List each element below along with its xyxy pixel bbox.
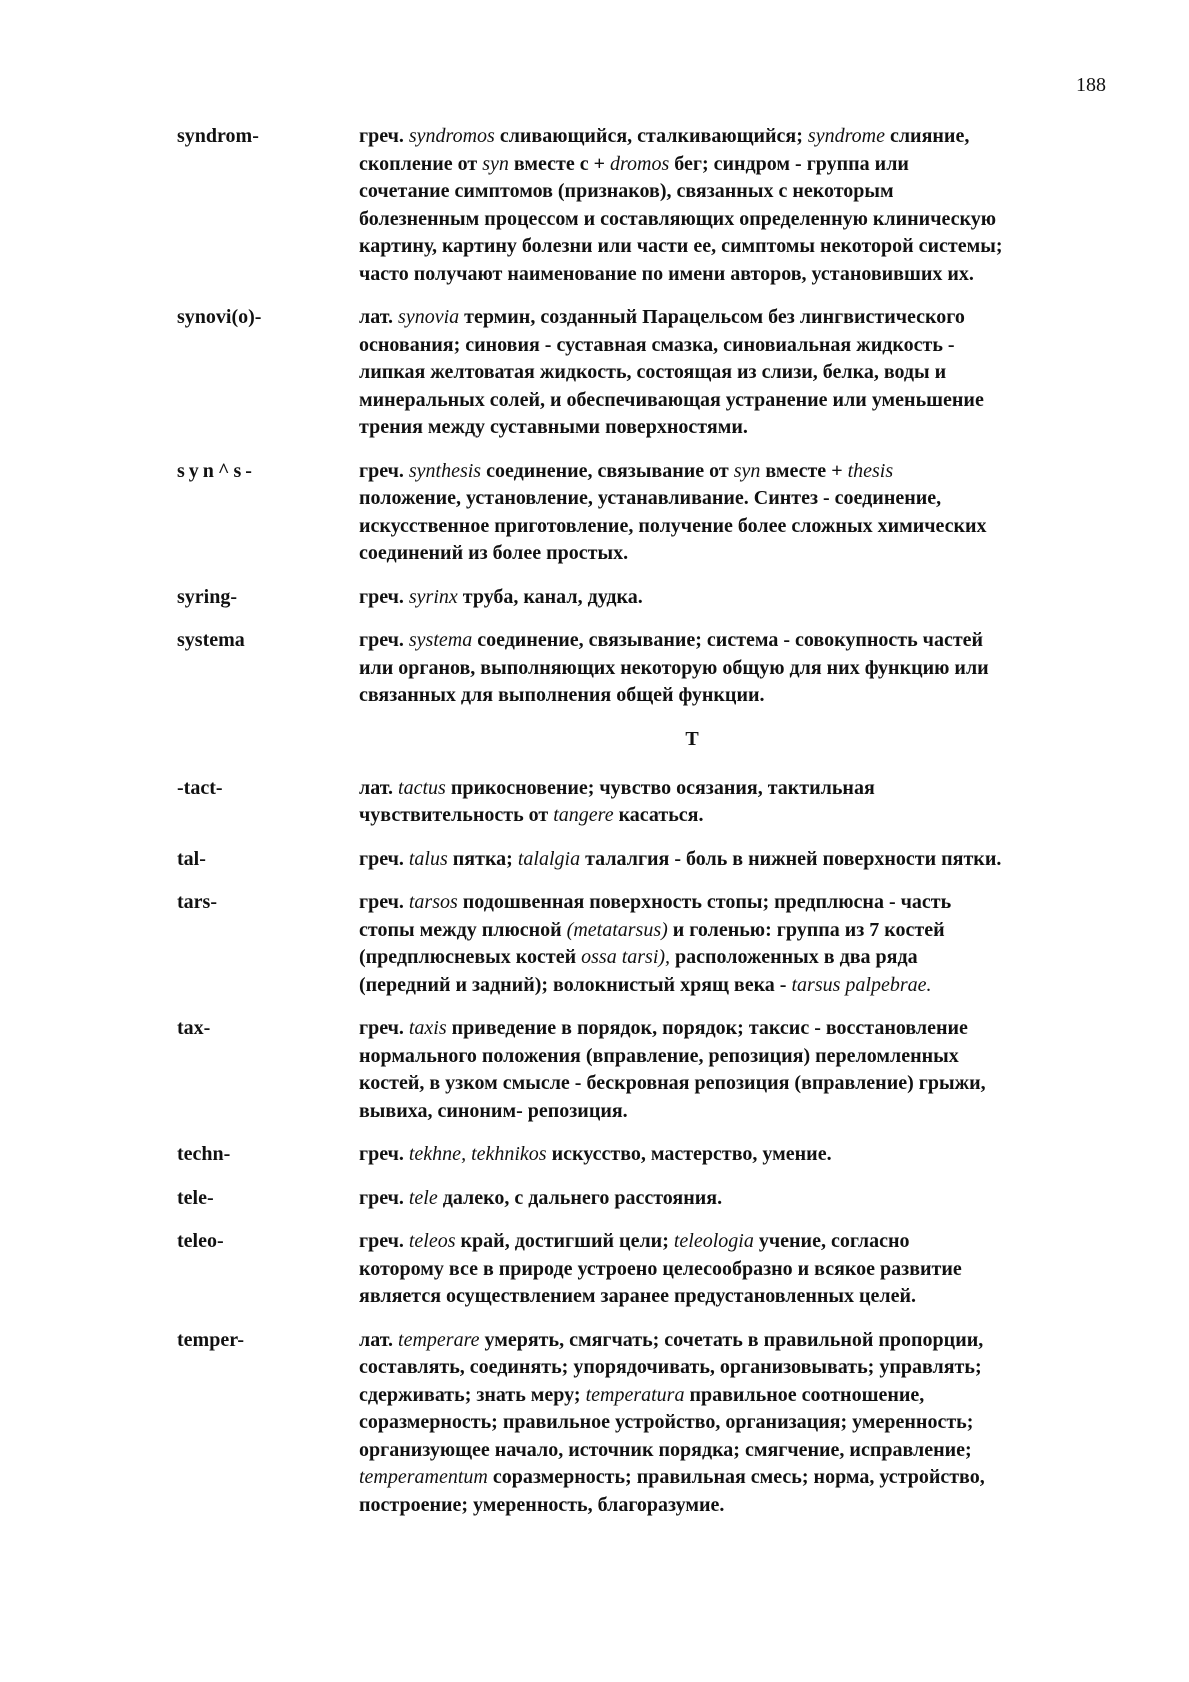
definition-text: греч. xyxy=(359,891,409,913)
page-number: 188 xyxy=(1076,74,1106,96)
italic-term: systema xyxy=(408,629,473,651)
dictionary-entry xyxy=(177,123,1107,288)
italic-term: tarsus palpebrae. xyxy=(791,973,932,996)
italic-term: temperamentum xyxy=(359,1466,488,1488)
definition-text: составлять, соединять; упорядочивать, организовывать; управлять; xyxy=(359,1356,982,1378)
dictionary-entry xyxy=(177,1141,1107,1169)
definition-line xyxy=(359,944,1107,972)
dictionary-entry xyxy=(177,458,1107,568)
definition-line xyxy=(359,414,1107,442)
definition-text: костей, в узком смысле - бескровная репозиция (вправление) грыжи, xyxy=(359,1072,986,1094)
definition-text: является осуществлением заранее предустановленных целей. xyxy=(359,1285,917,1307)
definition-text: лат. xyxy=(359,776,399,799)
entry-definition xyxy=(359,458,1107,568)
definition-line xyxy=(359,1437,1107,1465)
definition-line xyxy=(359,151,1107,179)
definition-text: нормального положения (вправление, репозиция) переломленных xyxy=(359,1044,959,1067)
definition-text: соединений из более простых. xyxy=(359,542,629,564)
italic-term: dromos xyxy=(609,152,670,175)
entry-term: -tact- xyxy=(177,776,223,799)
italic-term: teleos xyxy=(408,1230,456,1252)
entry-term: tele- xyxy=(177,1186,214,1209)
definition-text: искусственное приготовление, получение более сложных химических xyxy=(359,514,987,537)
definition-text: греч. xyxy=(359,629,409,651)
entry-definition xyxy=(359,846,1107,874)
definition-text: основания; синовия - суставная смазка, синовиальная жидкость - xyxy=(359,333,955,356)
definition-text: соразмерность; правильное устройство, организация; умеренность; xyxy=(359,1411,974,1433)
definition-line xyxy=(359,387,1107,415)
definition-text: умерять, смягчать; сочетать в правильной пропорции, xyxy=(479,1328,984,1351)
italic-term: syn xyxy=(482,152,509,175)
definition-line xyxy=(359,1256,1107,1284)
italic-term: taxis xyxy=(408,1017,447,1039)
dictionary-entry xyxy=(177,627,1107,710)
definition-line xyxy=(359,1464,1107,1492)
definition-text: прикосновение; чувство осязания, тактильная xyxy=(445,776,875,799)
definition-text: соразмерность; правильная смесь; норма, устройство, xyxy=(487,1466,985,1488)
entry-definition xyxy=(359,889,1107,999)
definition-text: термин, созданный Парацельсом без лингвистического xyxy=(459,306,965,328)
entry-term: tars- xyxy=(177,891,217,913)
definition-line xyxy=(359,178,1107,206)
italic-term: temperare xyxy=(398,1328,480,1351)
definition-text: (передний и задний); волокнистый хрящ века - xyxy=(359,973,792,996)
definition-text: стопы между плюсной xyxy=(359,918,567,941)
entry-term: syndrom- xyxy=(177,125,259,147)
italic-term: tarsos xyxy=(408,891,458,913)
definition-text: связанных для выполнения общей функции. xyxy=(359,684,765,706)
definition-text: соединение, связывание; система - совокупность частей xyxy=(472,629,984,651)
dictionary-entry xyxy=(177,1185,1107,1213)
definition-text: греч. xyxy=(359,1230,409,1252)
italic-term: syrinx xyxy=(408,585,458,608)
entries-group-t xyxy=(177,775,1107,1520)
definition-text: приведение в порядок, порядок; таксис - восстановление xyxy=(446,1017,968,1039)
italic-term: talus xyxy=(408,847,448,870)
definition-text: которому все в природе устроено целесообразно и всякое развитие xyxy=(359,1257,962,1280)
italic-term: tactus xyxy=(398,776,446,799)
definition-text: лат. xyxy=(359,1328,399,1351)
dictionary-entry xyxy=(177,889,1107,999)
entry-definition xyxy=(359,1141,1107,1169)
definition-text: пятка; xyxy=(447,847,518,870)
dictionary-entry xyxy=(177,1327,1107,1520)
entry-term: techn- xyxy=(177,1143,231,1165)
definition-text: искусство, мастерство, умение. xyxy=(546,1143,832,1165)
definition-text: вместе + xyxy=(760,459,848,482)
italic-term: teleologia xyxy=(673,1230,754,1252)
definition-text: греч. xyxy=(359,1017,409,1039)
definition-line xyxy=(359,485,1107,513)
entry-term: temper- xyxy=(177,1328,244,1351)
definition-text: лат. xyxy=(359,306,399,328)
definition-text: соединение, связывание от xyxy=(481,459,734,482)
definition-line xyxy=(359,1228,1107,1256)
definition-text: часто получают наименование по имени авторов, установивших их. xyxy=(359,262,974,285)
italic-term: tangere xyxy=(553,804,614,826)
definition-line xyxy=(359,1382,1107,1410)
definition-text: далеко, с дальнего расстояния. xyxy=(437,1186,723,1209)
entries-group-s xyxy=(177,123,1107,710)
definition-line xyxy=(359,802,1107,830)
entry-definition xyxy=(359,304,1107,442)
definition-line xyxy=(359,261,1107,289)
definition-text: трения между суставными поверхностями. xyxy=(359,416,748,438)
definition-text: край, достигший цели; xyxy=(455,1230,674,1252)
definition-text: греч. xyxy=(359,459,409,482)
definition-text: минеральных солей, и обеспечивающая устранение или уменьшение xyxy=(359,388,984,411)
dictionary-entry xyxy=(177,846,1107,874)
definition-line xyxy=(359,304,1107,332)
entry-term: teleo- xyxy=(177,1230,224,1252)
definition-text: греч. xyxy=(359,847,409,870)
entry-definition xyxy=(359,123,1107,288)
definition-text: касаться. xyxy=(613,804,704,826)
italic-term: syndrome xyxy=(807,125,885,147)
definition-text: и голенью: группа из 7 костей xyxy=(667,918,945,941)
definition-text: болезненным процессом и составляющих определенную клиническую xyxy=(359,207,996,230)
definition-line xyxy=(359,584,1107,612)
definition-line xyxy=(359,1409,1107,1437)
definition-text: вывиха, синоним- репозиция. xyxy=(359,1099,628,1122)
definition-text: скопление от xyxy=(359,152,483,175)
definition-line xyxy=(359,540,1107,568)
entry-term: systema xyxy=(177,629,245,651)
dictionary-entry xyxy=(177,304,1107,442)
definition-line xyxy=(359,775,1107,803)
definition-text: картину, картину болезни или части ее, симптомы некоторой системы; xyxy=(359,235,1003,257)
entry-definition xyxy=(359,775,1107,830)
definition-line xyxy=(359,1015,1107,1043)
italic-term: synovia xyxy=(398,306,460,328)
dictionary-entry xyxy=(177,775,1107,830)
definition-text: (предплюсневых костей xyxy=(359,946,582,968)
entry-definition xyxy=(359,1327,1107,1520)
definition-line xyxy=(359,1141,1107,1169)
definition-text: положение, установление, устанавливание. Синтез - соединение, xyxy=(359,487,942,509)
definition-line xyxy=(359,513,1107,541)
definition-text: слияние, xyxy=(884,125,970,147)
entry-term: tal- xyxy=(177,847,206,870)
definition-text: талалгия - боль в нижней поверхности пятки. xyxy=(580,847,1002,870)
definition-line xyxy=(359,1492,1107,1520)
definition-text: подошвенная поверхность стопы; предплюсна - часть xyxy=(457,891,952,913)
italic-term: syndromos xyxy=(408,125,495,147)
definition-line xyxy=(359,846,1107,874)
definition-text: бег; синдром - группа или xyxy=(669,152,909,175)
definition-text: липкая желтоватая жидкость, состоящая из слизи, белка, воды и xyxy=(359,361,947,383)
definition-line xyxy=(359,123,1107,151)
entry-definition xyxy=(359,1185,1107,1213)
italic-term: tele xyxy=(408,1186,438,1209)
dictionary-entries xyxy=(177,123,1107,1519)
italic-term: (metatarsus) xyxy=(566,918,668,941)
entry-term: synovi(o)- xyxy=(177,306,262,328)
definition-text: вместе с + xyxy=(508,152,610,175)
definition-line xyxy=(359,1354,1107,1382)
definition-text: чувствительность от xyxy=(359,804,554,826)
definition-text: сливающийся, сталкивающийся; xyxy=(494,125,808,147)
definition-line xyxy=(359,655,1107,683)
dictionary-entry xyxy=(177,1228,1107,1311)
italic-term: synthesis xyxy=(408,459,482,482)
definition-line xyxy=(359,458,1107,486)
entry-definition xyxy=(359,1015,1107,1125)
entry-term: syring- xyxy=(177,585,237,608)
definition-line xyxy=(359,972,1107,1000)
entry-term: tax- xyxy=(177,1017,211,1039)
definition-line xyxy=(359,682,1107,710)
dictionary-entry xyxy=(177,1015,1107,1125)
italic-term: thesis xyxy=(847,459,894,482)
italic-term: talalgia xyxy=(517,847,581,870)
italic-term: ossa tarsi), xyxy=(581,946,671,968)
definition-text: сдерживать; знать меру; xyxy=(359,1383,586,1406)
entry-definition xyxy=(359,627,1107,710)
definition-text: организующее начало, источник порядка; смягчение, исправление; xyxy=(359,1438,972,1461)
entry-definition xyxy=(359,1228,1107,1311)
definition-text: построение; умеренность, благоразумие. xyxy=(359,1493,725,1516)
definition-line xyxy=(359,917,1107,945)
italic-term: syn xyxy=(733,459,761,482)
definition-line xyxy=(359,889,1107,917)
definition-line xyxy=(359,1043,1107,1071)
definition-line xyxy=(359,1098,1107,1126)
italic-term: tekhne, tekhnikos xyxy=(408,1143,547,1165)
definition-line xyxy=(359,1185,1107,1213)
definition-line xyxy=(359,206,1107,234)
section-letter-heading: T xyxy=(685,727,699,750)
italic-term: temperatura xyxy=(585,1383,685,1406)
definition-line xyxy=(359,1327,1107,1355)
dictionary-entry xyxy=(177,584,1107,612)
definition-text: или органов, выполняющих некоторую общую для них функцию или xyxy=(359,656,989,679)
definition-text: греч. xyxy=(359,585,409,608)
definition-line xyxy=(359,627,1107,655)
definition-line xyxy=(359,233,1107,261)
entry-term: syn^s- xyxy=(177,459,256,482)
definition-line xyxy=(359,1070,1107,1098)
definition-line xyxy=(359,1283,1107,1311)
definition-line xyxy=(359,332,1107,360)
definition-text: греч. xyxy=(359,1143,409,1165)
definition-text: расположенных в два ряда xyxy=(670,946,918,968)
definition-text: труба, канал, дудка. xyxy=(457,585,643,608)
definition-text: правильное соотношение, xyxy=(684,1383,925,1406)
definition-text: учение, согласно xyxy=(753,1230,910,1252)
definition-text: греч. xyxy=(359,125,409,147)
definition-line xyxy=(359,359,1107,387)
definition-text: греч. xyxy=(359,1186,409,1209)
entry-definition xyxy=(359,584,1107,612)
definition-text: сочетание симптомов (признаков), связанных с некоторым xyxy=(359,180,894,202)
